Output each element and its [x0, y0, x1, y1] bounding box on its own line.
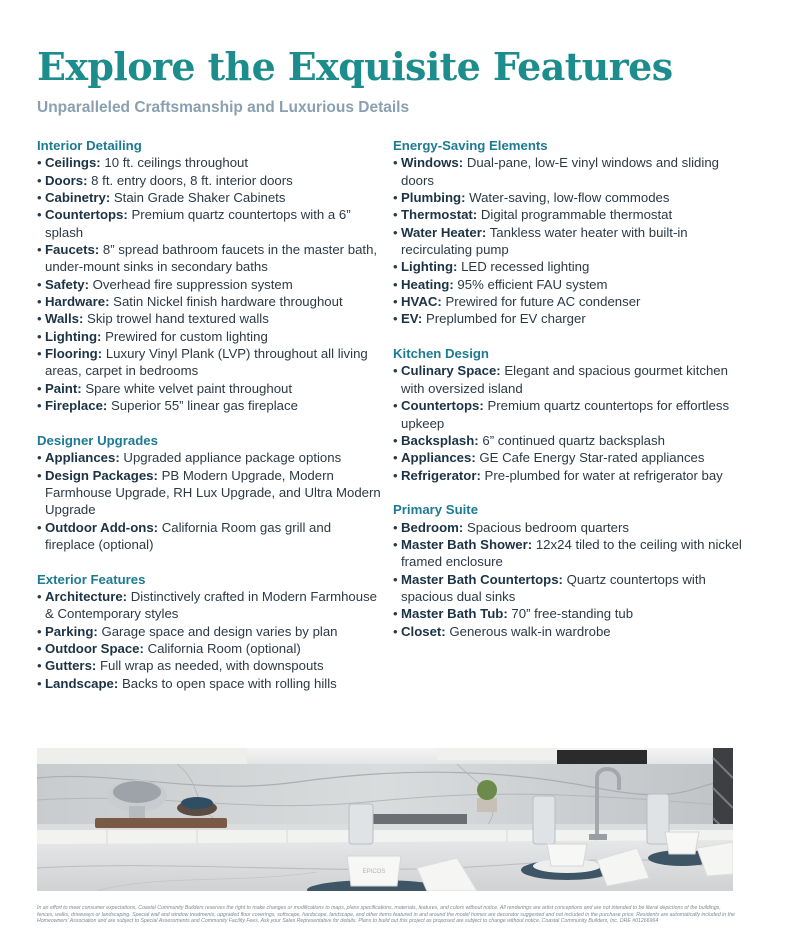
feature-value: Superior 55” linear gas fireplace — [110, 398, 298, 414]
feature-label: Appliances: — [45, 450, 120, 466]
feature-value: Dual-pane, low-E vinyl windows and sliding doors — [401, 155, 719, 188]
feature-section — [37, 571, 382, 692]
feature-label: Backsplash: — [401, 432, 479, 448]
feature-label: Lighting: — [401, 259, 458, 275]
feature-label: Closet: — [401, 623, 446, 639]
feature-value: Quartz countertops with spacious dual sinks — [401, 571, 706, 604]
feature-item — [393, 432, 743, 449]
feature-value: 8” spread bathroom faucets in the master bath, under-mount sinks in secondary baths — [45, 242, 378, 275]
bowl-lettering: EPICOS — [362, 869, 386, 875]
feature-item — [37, 154, 382, 171]
feature-value: 70” free-standing tub — [511, 606, 634, 622]
feature-item — [393, 519, 743, 536]
feature-label: Appliances: — [401, 450, 476, 466]
feature-label: Faucets: — [45, 242, 100, 258]
feature-item — [37, 310, 382, 327]
feature-value: Spare white velvet paint throughout — [85, 380, 293, 396]
feature-label: Master Bath Countertops: — [401, 571, 563, 587]
feature-label: Bedroom: — [401, 519, 464, 535]
feature-item — [393, 224, 743, 259]
feature-item — [393, 154, 743, 189]
feature-label: Countertops: — [401, 398, 484, 414]
feature-label: Master Bath Tub: — [401, 606, 508, 622]
feature-value: 6” continued quartz backsplash — [482, 432, 665, 448]
feature-item — [393, 258, 743, 275]
feature-label: Windows: — [401, 155, 464, 171]
feature-label: Parking: — [45, 623, 98, 639]
feature-label: Fireplace: — [45, 398, 108, 414]
feature-value: Upgraded appliance package options — [123, 450, 342, 466]
legal-disclaimer: In an effort to meet consumer expectations, Coastal Community Builders reserves the right to make changes or modifications to maps, plans specifications, materials, features, and colors without notice. All renderings are artist conceptions and are not intended to be literal depictions of the buildings, fences, walks, driveways or landscaping. Special wall and window treatments, upgraded floor coverings, softscape, hardscape, landscape, and other items featured in and around the model homes are decorator suggested and not included in the purchase price. Residents are automatically included in the Homeowners' Association and are subject to Special Assessments and Community Facility Fees. Ask your Sales Representative for details. Plans to build out this project as proposed are subject to change without notice. Coastal Community Builders, Inc. DRE #01266964 — [37, 905, 735, 925]
feature-item — [393, 276, 743, 293]
feature-label: Architecture: — [45, 588, 128, 604]
page-subtitle: Unparalleled Craftsmanship and Luxurious Details — [37, 99, 410, 116]
feature-value: Full wrap as needed, with downspouts — [99, 658, 324, 674]
right-feature-column — [393, 137, 743, 657]
feature-label: Outdoor Space: — [45, 640, 144, 656]
section-heading: Exterior Features — [37, 571, 146, 587]
feature-item — [37, 328, 382, 345]
feature-item — [393, 449, 743, 466]
feature-value: Digital programmable thermostat — [480, 207, 673, 223]
page-title: Explore the Exquisite Features — [37, 44, 673, 89]
feature-section — [393, 137, 743, 328]
feature-value: Spacious bedroom quarters — [466, 519, 629, 535]
feature-value: Premium quartz countertops for effortless upkeep — [401, 398, 730, 431]
feature-value: Water-saving, low-flow commodes — [469, 190, 670, 206]
feature-item — [37, 449, 382, 466]
feature-value: Overhead fire suppression system — [92, 276, 293, 292]
feature-value: Preplumbed for EV charger — [425, 311, 586, 327]
feature-item — [37, 345, 382, 380]
feature-item — [37, 657, 382, 674]
feature-value: Skip trowel hand textured walls — [87, 311, 269, 327]
feature-label: Flooring: — [45, 346, 103, 362]
feature-item — [37, 623, 382, 640]
feature-value: Backs to open space with rolling hills — [121, 675, 337, 691]
feature-value: Prewired for custom lighting — [105, 328, 268, 344]
feature-label: Refrigerator: — [401, 467, 481, 483]
feature-item — [393, 310, 743, 327]
feature-item — [393, 397, 743, 432]
feature-label: Outdoor Add-ons: — [45, 519, 159, 535]
feature-label: Cabinetry: — [45, 190, 111, 206]
section-heading: Designer Upgrades — [37, 432, 158, 448]
feature-item — [37, 640, 382, 657]
section-heading: Energy-Saving Elements — [393, 138, 548, 153]
feature-section — [393, 501, 743, 640]
feature-value: California Room gas grill and fireplace (optional) — [45, 519, 332, 552]
feature-label: Thermostat: — [401, 207, 478, 223]
feature-value: PB Modern Upgrade, Modern Farmhouse Upgrade, RH Lux Upgrade, and Ultra Modern Upgrade — [45, 467, 381, 518]
feature-value: Satin Nickel finish hardware throughout — [113, 294, 343, 310]
feature-item — [393, 362, 743, 397]
feature-section — [37, 137, 382, 415]
feature-value: Pre-plumbed for water at refrigerator bay — [484, 467, 723, 483]
feature-item — [393, 293, 743, 310]
kitchen-photo — [37, 748, 733, 891]
feature-item — [37, 206, 382, 241]
feature-label: Gutters: — [45, 658, 97, 674]
feature-value: 8 ft. entry doors, 8 ft. interior doors — [91, 172, 293, 188]
feature-value: Garage space and design varies by plan — [101, 623, 338, 639]
section-heading: Kitchen Design — [393, 346, 489, 362]
feature-value: Luxury Vinyl Plank (LVP) throughout all living areas, carpet in bedrooms — [45, 346, 368, 379]
feature-value: LED recessed lighting — [461, 259, 590, 275]
feature-value: 95% efficient FAU system — [457, 276, 608, 292]
feature-label: Plumbing: — [401, 190, 466, 206]
feature-label: Ceilings: — [45, 155, 101, 171]
feature-label: Landscape: — [45, 675, 119, 691]
feature-value: 10 ft. ceilings throughout — [104, 155, 249, 171]
feature-item — [393, 189, 743, 206]
feature-item — [393, 467, 743, 484]
feature-value: Tankless water heater with built-in recirculating pump — [401, 224, 688, 258]
feature-label: Hardware: — [45, 294, 110, 310]
section-heading: Primary Suite — [393, 502, 479, 518]
feature-value: California Room (optional) — [147, 640, 301, 656]
left-feature-column — [37, 137, 382, 709]
feature-label: Water Heater: — [401, 224, 487, 240]
feature-item — [37, 293, 382, 310]
feature-label: Lighting: — [45, 328, 102, 344]
feature-item — [37, 189, 382, 206]
feature-value: 12x24 tiled to the ceiling with nickel framed enclosure — [401, 536, 742, 570]
feature-label: Heating: — [401, 276, 454, 292]
feature-value: GE Cafe Energy Star-rated appliances — [479, 450, 705, 466]
section-heading: Interior Detailing — [37, 138, 142, 153]
feature-label: Countertops: — [45, 207, 128, 223]
feature-label: Culinary Space: — [401, 363, 501, 379]
feature-item — [37, 241, 382, 276]
feature-item — [37, 588, 382, 623]
feature-label: Doors: — [45, 172, 88, 188]
feature-item — [37, 276, 382, 293]
feature-item — [393, 206, 743, 223]
feature-value: Elegant and spacious gourmet kitchen with oversized island — [401, 363, 728, 396]
feature-section — [37, 432, 382, 553]
feature-value: Stain Grade Shaker Cabinets — [113, 190, 286, 206]
feature-item — [37, 380, 382, 397]
feature-item — [37, 467, 382, 519]
feature-label: Walls: — [45, 311, 84, 327]
feature-label: Paint: — [45, 380, 82, 396]
feature-value: Premium quartz countertops with a 6” splash — [45, 207, 351, 240]
feature-item — [393, 623, 743, 640]
feature-item — [393, 536, 743, 571]
feature-value: Prewired for future AC condenser — [445, 294, 641, 310]
feature-item — [393, 571, 743, 606]
feature-item — [37, 675, 382, 692]
feature-value: Distinctively crafted in Modern Farmhouse & Contemporary styles — [45, 588, 378, 622]
feature-item — [393, 605, 743, 622]
feature-value: Generous walk-in wardrobe — [449, 623, 611, 639]
feature-label: Master Bath Shower: — [401, 536, 533, 552]
feature-label: Safety: — [45, 276, 89, 292]
feature-label: EV: — [401, 311, 423, 327]
feature-label: Design Packages: — [45, 467, 158, 483]
feature-item — [37, 172, 382, 189]
feature-section — [393, 345, 743, 484]
feature-item — [37, 519, 382, 554]
feature-item — [37, 397, 382, 414]
feature-label: HVAC: — [401, 294, 442, 310]
